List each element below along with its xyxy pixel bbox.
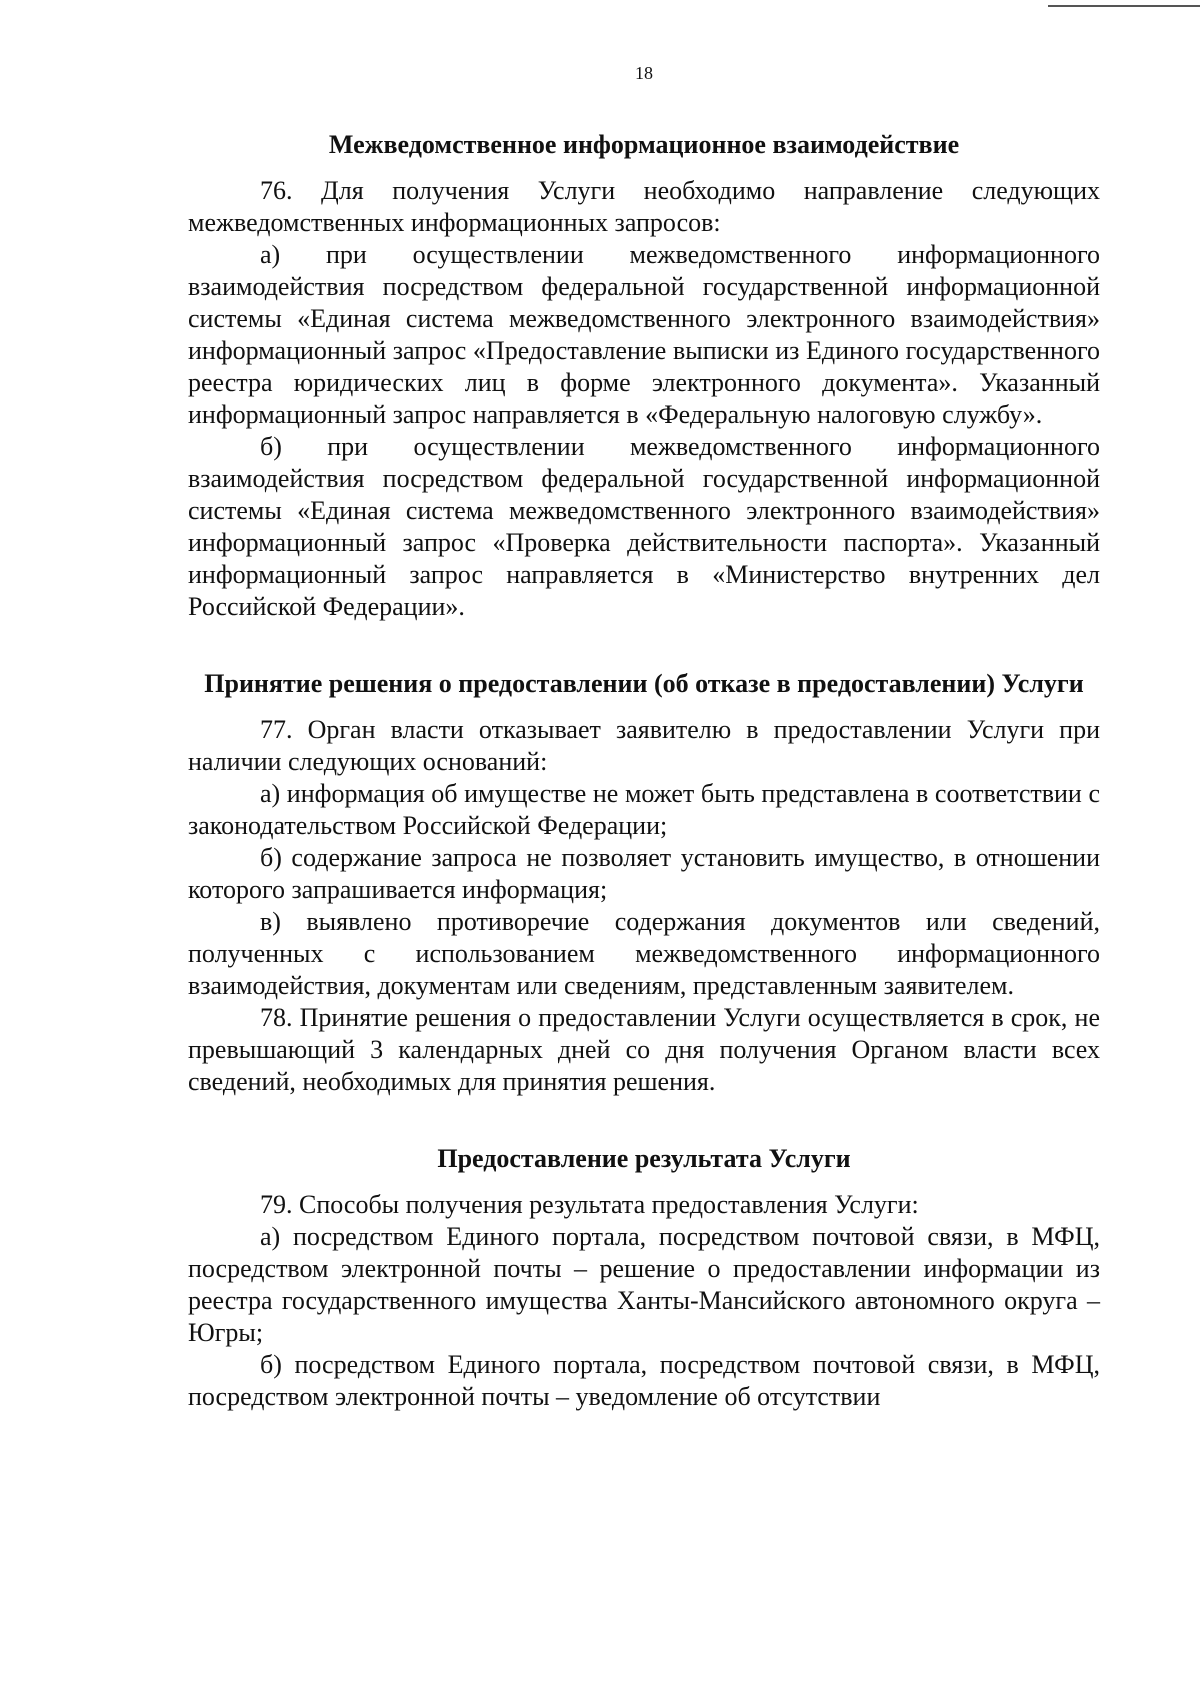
paragraph-76-a: а) при осуществлении межведомственного информационного взаимодействия посредством федеральной государственной информационной системы «Единая система межведомственного электронного взаимодействия» информационный запрос «Предоставление выписки из Единого государственного реестра юридических лиц в форме электронного документа». Указанный информационный запрос направляется в «Федеральную налоговую службу».	[188, 240, 1100, 429]
page-number: 18	[635, 63, 653, 83]
paragraph-76-b: б) при осуществлении межведомственного информационного взаимодействия посредством федеральной государственной информационной системы «Единая система межведомственного электронного взаимодействия» информационный запрос «Проверка действительности паспорта». Указанный информационный запрос направляется в «Министерство внутренних дел Российской Федерации».	[188, 432, 1100, 621]
paragraph-78: 78. Принятие решения о предоставлении Услуги осуществляется в срок, не превышающий 3 календарных дней со дня получения Органом власти всех сведений, необходимых для принятия решения.	[188, 1003, 1100, 1096]
section-result	[188, 1142, 1100, 1413]
paragraph-77: 77. Орган власти отказывает заявителю в предоставлении Услуги при наличии следующих оснований:	[188, 715, 1100, 776]
paragraph-79: 79. Способы получения результата предоставления Услуги:	[260, 1190, 919, 1219]
top-edge-rule	[1048, 5, 1200, 7]
section-title: Межведомственное информационное взаимодействие	[328, 130, 960, 159]
paragraph-77-b: б) содержание запроса не позволяет установить имущество, в отношении которого запрашивается информация;	[188, 843, 1100, 904]
section-interagency-interaction	[188, 128, 1100, 623]
section-title: Предоставление результата Услуги	[437, 1144, 851, 1173]
paragraph-76: 76. Для получения Услуги необходимо направление следующих межведомственных информационных запросов:	[188, 176, 1100, 237]
paragraph-79-a: а) посредством Единого портала, посредством почтовой связи, в МФЦ, посредством электронной почты – решение о предоставлении информации из реестра государственного имущества Ханты-Мансийского автономного округа – Югры;	[188, 1222, 1100, 1347]
section-decision	[188, 667, 1100, 1098]
section-title: Принятие решения о предоставлении (об отказе в предоставлении) Услуги	[204, 669, 1084, 698]
paragraph-77-v: в) выявлено противоречие содержания документов или сведений, полученных с использованием межведомственного информационного взаимодействия, документам или сведениям, представленным заявителем.	[188, 907, 1100, 1000]
paragraph-79-b: б) посредством Единого портала, посредством почтовой связи, в МФЦ, посредством электронной почты – уведомление об отсутствии	[188, 1350, 1100, 1411]
document-page	[188, 58, 1100, 1413]
paragraph-77-a: а) информация об имуществе не может быть представлена в соответствии с законодательством Российской Федерации;	[188, 779, 1100, 840]
